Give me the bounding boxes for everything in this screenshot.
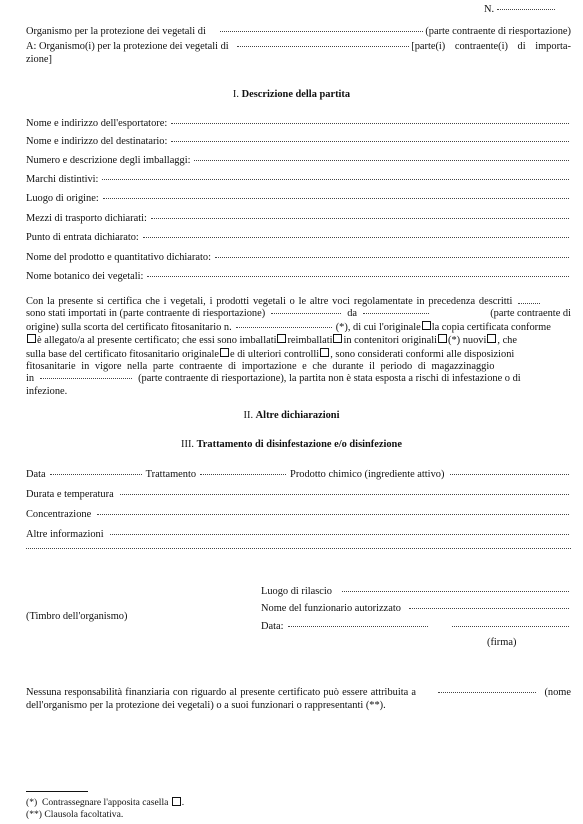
repacked-checkbox[interactable] — [333, 334, 342, 343]
duration-field[interactable] — [120, 493, 569, 495]
number-field[interactable] — [497, 9, 555, 10]
officer-name-label: Nome del funzionario autorizzato — [261, 603, 401, 614]
consignment-field-row — [26, 271, 571, 282]
duration-line — [26, 489, 571, 500]
attached-checkbox[interactable] — [27, 334, 36, 343]
consignment-field-label: Punto di entrata dichiarato: — [26, 232, 139, 243]
consignment-field-row — [26, 155, 571, 166]
origin-organism-line — [26, 26, 571, 37]
consignment-field-row — [26, 118, 571, 129]
chemical-label: Prodotto chimico (ingrediente attivo) — [290, 469, 445, 480]
origin-organism-label: Organismo per la protezione dei vegetali di — [26, 26, 206, 37]
consignment-field-input[interactable] — [194, 159, 569, 161]
consignment-field-input[interactable] — [171, 122, 569, 124]
officer-name-line — [261, 603, 571, 614]
footnote-2: (**) Clausola facoltativa. — [26, 809, 124, 820]
concentration-field[interactable] — [97, 513, 569, 515]
signature-date-line — [261, 621, 571, 632]
other-info-line-2 — [26, 549, 571, 551]
consignment-field-label: Nome e indirizzo dell'esportatore: — [26, 118, 168, 129]
certification-paragraph: Con la presente si certifica che i vegetali, i prodotti vegetali o le altre voci regolamentate in precedenza descritti sono stati importati in (parte contraente di riesportazione) da (parte contraente di origine) sulla scorta del certificato fitosanitario n. (*), di cui l'originale la copia certificata conforme è allegato/a al presente certificato; che essi sono imballati reimballati in contenitori originali (*) nuovi , che sulla base del certificato fitosanitario originale e di ulteriori controlli , sono considerati conformi alle disposizioni fitosanitarie in vigore nella parte contraente di importazione e che durante il periodo di magazzinaggio in (parte contraente di riesportazione), la partita non è stata esposta a rischi di infestazione o di infezione. — [26, 296, 571, 397]
packed-checkbox[interactable] — [277, 334, 286, 343]
destination-organism-note-cont: zione] — [26, 54, 52, 65]
signature-date-field[interactable] — [288, 625, 428, 627]
stamp-label: (Timbro dell'organismo) — [26, 611, 128, 622]
consignment-field-input[interactable] — [171, 140, 569, 142]
section2-heading: II. Altre dichiarazioni — [243, 410, 340, 421]
other-info-field[interactable] — [110, 533, 569, 535]
consignment-field-label: Nome del prodotto e quantitativo dichiarato: — [26, 252, 211, 263]
consignment-field-input[interactable] — [151, 217, 569, 219]
liability-organism-field[interactable] — [438, 691, 536, 693]
treatment-date-label: Data — [26, 469, 46, 480]
footnote-divider — [26, 791, 88, 792]
storage-party-field[interactable] — [40, 377, 132, 379]
liability-text-2: dell'organismo per la protezione dei vegetali) o a suoi funzionari o rappresentanti (**). — [26, 700, 386, 711]
section3-title: Trattamento di disinfestazione e/o disinfezione — [196, 439, 402, 450]
section1-heading: I. Descrizione della partita — [232, 89, 351, 100]
section1-title: Descrizione della partita — [241, 89, 351, 100]
destination-organism-field[interactable] — [237, 45, 410, 47]
destination-organism-line — [26, 41, 571, 52]
original-containers-checkbox[interactable] — [438, 334, 447, 343]
consignment-field-row — [26, 213, 571, 224]
treatment-line — [26, 469, 571, 480]
section2-title: Altre dichiarazioni — [255, 410, 340, 421]
consignment-field-row — [26, 174, 571, 185]
place-of-issue-field[interactable] — [342, 590, 569, 592]
consignment-field-input[interactable] — [215, 256, 569, 258]
other-info-field-2[interactable] — [26, 547, 571, 549]
other-info-line — [26, 529, 571, 540]
treatment-label: Trattamento — [145, 469, 197, 480]
destination-organism-label: A: Organismo(i) per la protezione dei vegetali di — [26, 41, 229, 52]
duration-label: Durata e temperatura — [26, 489, 114, 500]
signature-date-label: Data: — [261, 621, 284, 632]
phyto-cert-number-field[interactable] — [236, 326, 332, 328]
origin-party-field[interactable] — [363, 312, 429, 314]
consignment-field-input[interactable] — [102, 178, 569, 180]
checkbox-sample-icon — [172, 797, 181, 806]
consignment-field-label: Numero e descrizione degli imballaggi: — [26, 155, 191, 166]
consignment-field-label: Nome botanico dei vegetali: — [26, 271, 144, 282]
concentration-label: Concentrazione — [26, 509, 92, 520]
consignment-field-input[interactable] — [103, 197, 569, 199]
consignment-field-row — [26, 232, 571, 243]
certificate-number — [484, 4, 555, 15]
liability-line: Nessuna responsabilità finanziaria con riguardo al presente certificato può essere attribuita a (nome — [26, 687, 571, 698]
place-of-issue-line — [261, 586, 571, 597]
signature-field[interactable] — [452, 625, 569, 627]
destination-organism-note: [parte(i) contraente(i) di importa- — [411, 41, 571, 52]
treatment-date-field[interactable] — [50, 473, 142, 475]
consignment-field-input[interactable] — [143, 236, 569, 238]
number-label: N. — [484, 4, 495, 15]
origin-organism-note: (parte contraente di riesportazione) — [425, 26, 571, 37]
consignment-field-label: Luogo di origine: — [26, 193, 99, 204]
consignment-field-label: Marchi distintivi: — [26, 174, 99, 185]
signature-label: (firma) — [487, 637, 517, 648]
new-containers-checkbox[interactable] — [487, 334, 496, 343]
consignment-field-row — [26, 252, 571, 263]
consignment-field-label: Mezzi di trasporto dichiarati: — [26, 213, 147, 224]
original-checkbox[interactable] — [422, 321, 431, 330]
original-phyto-cert-checkbox[interactable] — [220, 348, 229, 357]
footnote-1: (*) Contrassegnare l'apposita casella . — [26, 797, 185, 808]
consignment-field-row — [26, 193, 571, 204]
place-of-issue-label: Luogo di rilascio — [261, 586, 332, 597]
chemical-field[interactable] — [450, 473, 569, 475]
section3-heading: III. Trattamento di disinfestazione e/o disinfezione — [181, 439, 402, 450]
concentration-line — [26, 509, 571, 520]
origin-organism-field[interactable] — [220, 30, 423, 32]
consignment-field-label: Nome e indirizzo del destinatario: — [26, 136, 168, 147]
consignment-field-input[interactable] — [147, 275, 569, 277]
reexport-party-field[interactable] — [271, 312, 341, 314]
other-info-label: Altre informazioni — [26, 529, 104, 540]
officer-name-field[interactable] — [409, 607, 569, 609]
consignment-field-row — [26, 136, 571, 147]
treatment-field[interactable] — [200, 473, 286, 475]
additional-inspection-checkbox[interactable] — [320, 348, 329, 357]
